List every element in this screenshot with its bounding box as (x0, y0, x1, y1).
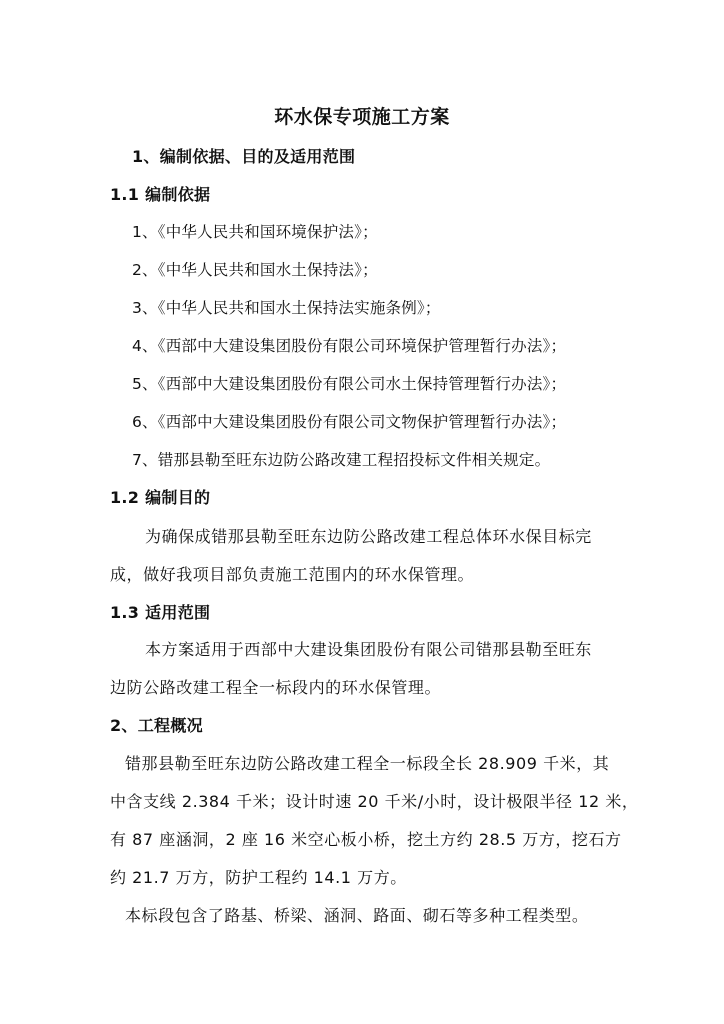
overview-line-3: 有 87 座涵洞，2 座 16 米空心板小桥，挖土方约 28.5 万方，挖石方 (110, 830, 622, 849)
basis-item-6: 6、《西部中大建设集团股份有限公司文物保护管理暂行办法》； (132, 413, 567, 431)
overview-line-1: 错那县勒至旺东边防公路改建工程全一标段全长 28.909 千米，其 (125, 754, 610, 773)
basis-item-4: 4、《西部中大建设集团股份有限公司环境保护管理暂行办法》； (132, 337, 567, 355)
basis-item-1: 1、《中华人民共和国环境保护法》； (132, 223, 378, 241)
section-1-3-heading: 1.3 适用范围 (110, 603, 211, 622)
basis-item-3: 3、《中华人民共和国水土保持法实施条例》； (132, 299, 441, 317)
section-1-1-heading: 1.1 编制依据 (110, 185, 211, 204)
purpose-line-2: 成，做好我项目部负责施工范围内的环水保管理。 (110, 565, 475, 584)
scope-line-2: 边防公路改建工程全一标段内的环水保管理。 (110, 678, 442, 697)
section-1-heading: 1、编制依据、目的及适用范围 (132, 147, 356, 166)
section-2-heading: 2、工程概况 (110, 716, 203, 735)
project-types-line: 本标段包含了路基、桥梁、涵洞、路面、砌石等多种工程类型。 (125, 906, 589, 925)
basis-item-7: 7、错那县勒至旺东边防公路改建工程招投标文件相关规定。 (132, 451, 551, 469)
scope-line-1: 本方案适用于西部中大建设集团股份有限公司错那县勒至旺东 (145, 640, 592, 659)
section-1-2-heading: 1.2 编制目的 (110, 488, 211, 507)
overview-line-2: 中含支线 2.384 千米；设计时速 20 千米/小时，设计极限半径 12 米， (110, 792, 639, 811)
document-title: 环水保专项施工方案 (274, 106, 450, 128)
overview-line-4: 约 21.7 万方，防护工程约 14.1 万方。 (110, 868, 407, 887)
basis-item-5: 5、《西部中大建设集团股份有限公司水土保持管理暂行办法》； (132, 375, 567, 393)
basis-item-2: 2、《中华人民共和国水土保持法》； (132, 261, 378, 279)
purpose-line-1: 为确保成错那县勒至旺东边防公路改建工程总体环水保目标完 (145, 527, 592, 546)
